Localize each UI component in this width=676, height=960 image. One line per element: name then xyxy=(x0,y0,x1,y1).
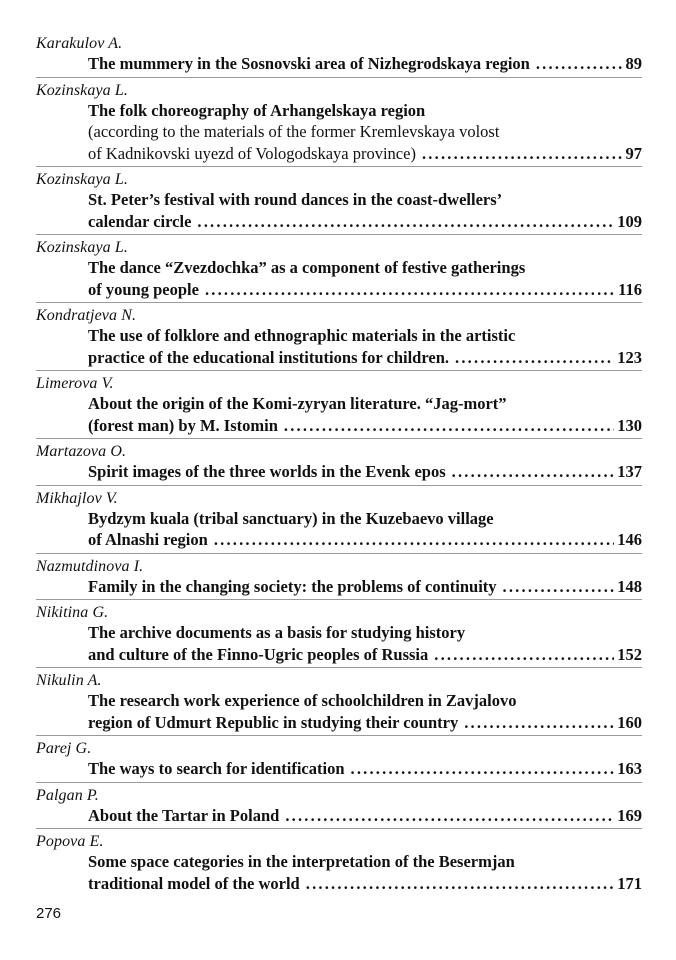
dot-leader xyxy=(536,53,623,75)
entry-title-last-line xyxy=(88,461,642,483)
entry-author: Kondratjeva N. xyxy=(36,307,137,324)
entry-title-line: The mummery in the Sosnovski area of Nizhegrodskaya region xyxy=(88,54,530,73)
entry-author: Karakulov A. xyxy=(36,35,123,52)
toc-entry xyxy=(36,374,642,439)
entry-title xyxy=(88,325,642,368)
entry-page-number: 146 xyxy=(617,530,642,549)
dot-leader xyxy=(205,279,615,301)
toc-entry xyxy=(36,306,642,371)
entry-page-number: 97 xyxy=(625,143,642,163)
entry-title-line: traditional model of the world xyxy=(88,873,300,893)
entry-author: Mikhajlov V. xyxy=(36,489,118,507)
entry-title-line: About the origin of the Komi-zyryan literature. “Jag-mort” xyxy=(88,394,507,413)
toc-entry xyxy=(36,557,642,601)
entry-title-line: and culture of the Finno-Ugric peoples of Russia xyxy=(88,644,429,664)
toc-entry xyxy=(36,170,642,235)
entry-title-line: (forest man) by M. Istomin xyxy=(88,415,278,435)
entry-title-line: St. Peter’s festival with round dances in the coast-dwellers’ xyxy=(88,190,503,209)
entry-title-line: Bydzym kuala (tribal sanctuary) in the Kuzebaevo village xyxy=(88,508,494,528)
entry-title xyxy=(88,100,642,165)
entry-title-line: Spirit images of the three worlds in the Evenk epos xyxy=(88,462,446,481)
entry-page-number: 169 xyxy=(617,805,642,825)
dot-leader xyxy=(306,873,615,895)
entry-title-line: The folk choreography of Arhangelskaya region xyxy=(88,100,426,120)
entry-author: Nikitina G. xyxy=(36,604,109,621)
dot-leader xyxy=(284,415,614,437)
entry-title xyxy=(88,508,642,551)
entry-title xyxy=(88,53,642,75)
entry-title-last-line xyxy=(88,758,642,780)
toc-entry xyxy=(36,671,642,736)
entry-title-line: Some space categories in the interpretation of the Besermjan xyxy=(88,852,515,871)
entry-author: Parej G. xyxy=(36,740,92,757)
toc-entry xyxy=(36,442,642,486)
entry-title-last-line xyxy=(88,576,642,598)
toc-entry xyxy=(36,238,642,303)
entry-title-last-line xyxy=(88,529,642,551)
entry-page-number: 160 xyxy=(617,712,642,732)
dot-leader xyxy=(434,644,614,666)
entry-title xyxy=(88,461,642,483)
toc-entry xyxy=(36,832,642,896)
entry-page-number: 116 xyxy=(618,279,642,299)
dot-leader xyxy=(503,576,615,598)
entry-title-line: Family in the changing society: the problems of continuity xyxy=(88,576,497,596)
dot-leader xyxy=(197,211,614,233)
toc-entry xyxy=(36,81,642,168)
toc-entry xyxy=(36,739,642,783)
entry-author: Popova E. xyxy=(36,833,104,850)
entry-title-line: practice of the educational institutions for children. xyxy=(88,347,450,367)
entry-title-line: The archive documents as a basis for studying history xyxy=(88,623,466,642)
entry-title-line: The ways to search for identification xyxy=(88,759,345,778)
entry-author: Nazmutdinova I. xyxy=(36,557,144,575)
entry-title-last-line xyxy=(88,873,642,895)
entry-title xyxy=(88,690,642,733)
page-number: 276 xyxy=(36,905,62,922)
entry-author: Nikulin A. xyxy=(36,672,102,689)
entry-page-number: 152 xyxy=(617,644,642,664)
entry-author: Kozinskaya L. xyxy=(36,239,128,256)
toc-entry xyxy=(36,34,642,78)
entry-title xyxy=(88,622,642,665)
entry-title-last-line xyxy=(88,143,642,165)
entry-title-line: calendar circle xyxy=(88,211,192,231)
entry-title-last-line xyxy=(88,347,642,369)
entry-title-line: The dance “Zvezdochka” as a component of festive gatherings xyxy=(88,258,526,277)
toc-entry xyxy=(36,489,642,554)
dot-leader xyxy=(285,805,614,827)
entry-page-number: 89 xyxy=(625,54,642,73)
dot-leader xyxy=(214,529,614,551)
entry-title-last-line xyxy=(88,415,642,437)
entry-title xyxy=(88,576,642,598)
entry-title-last-line xyxy=(88,805,642,827)
entry-page-number: 171 xyxy=(617,873,642,893)
entry-title xyxy=(88,805,642,827)
entry-title-last-line xyxy=(88,712,642,734)
entry-title-line: region of Udmurt Republic in studying their country xyxy=(88,712,459,732)
table-of-contents xyxy=(36,34,642,899)
entry-title-line: (according to the materials of the former Kremlevskaya volost xyxy=(88,122,500,141)
entry-title-line: of Kadnikovski uyezd of Vologodskaya province) xyxy=(88,143,416,163)
entry-title-last-line xyxy=(88,644,642,666)
entry-title-last-line xyxy=(88,211,642,233)
dot-leader xyxy=(455,347,614,369)
entry-page-number: 130 xyxy=(617,415,642,435)
entry-title xyxy=(88,257,642,300)
toc-entry xyxy=(36,786,642,830)
entry-title-line: of Alnashi region xyxy=(88,530,208,549)
entry-title xyxy=(88,851,642,894)
entry-title-last-line xyxy=(88,53,642,75)
entry-author: Palgan P. xyxy=(36,786,99,804)
entry-page-number: 148 xyxy=(617,576,642,596)
entry-title xyxy=(88,758,642,780)
entry-author: Limerova V. xyxy=(36,375,114,392)
entry-title-line: The use of folklore and ethnographic materials in the artistic xyxy=(88,326,516,345)
entry-title-line: The research work experience of schoolchildren in Zavjalovo xyxy=(88,691,517,710)
dot-leader xyxy=(452,461,615,483)
entry-page-number: 109 xyxy=(617,211,642,231)
entry-author: Martazova O. xyxy=(36,443,127,460)
entry-author: Kozinskaya L. xyxy=(36,81,128,99)
dot-leader xyxy=(351,758,615,780)
entry-page-number: 123 xyxy=(617,347,642,367)
entry-title xyxy=(88,189,642,232)
dot-leader xyxy=(464,712,614,734)
entry-title xyxy=(88,393,642,436)
entry-title-line: About the Tartar in Poland xyxy=(88,805,280,825)
entry-title-last-line xyxy=(88,279,642,301)
entry-page-number: 163 xyxy=(617,759,642,778)
dot-leader xyxy=(422,143,623,165)
entry-author: Kozinskaya L. xyxy=(36,171,128,188)
toc-entry xyxy=(36,603,642,668)
entry-title-line: of young people xyxy=(88,279,199,299)
entry-page-number: 137 xyxy=(617,462,642,481)
